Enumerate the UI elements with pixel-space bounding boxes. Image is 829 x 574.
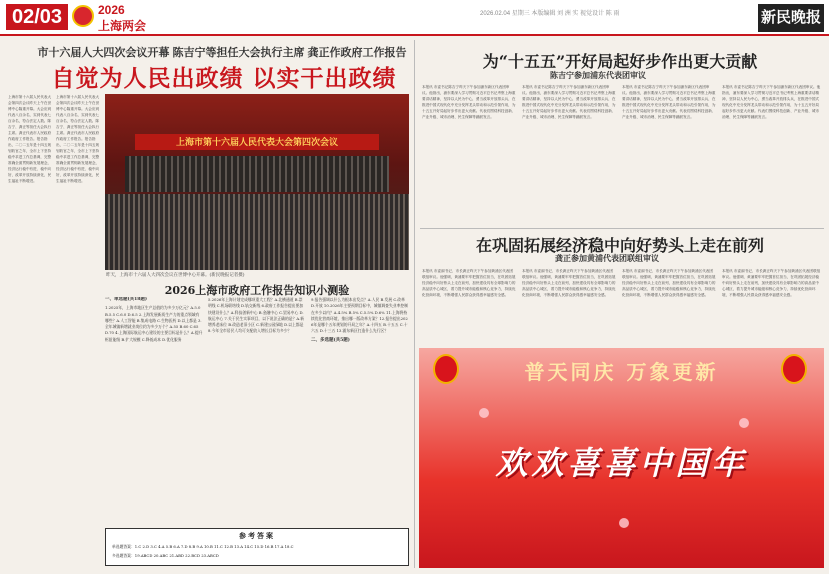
page-number: 02/03 xyxy=(6,4,68,30)
answer-row-single: 单选题答案：1.C 2.D 3.C 4.A 5.B 6.A 7.D 8.B 9.A 10.B 11.C 12.B 13.A 14.C 15.D 16.B 17.A 18.C xyxy=(112,544,294,549)
quiz-questions-3: 9.报告强调以什么为根本出发点？A.人民 B.发展 C.改革 D.开放 10.2026年主要预期目标中，城镇调查失业率控制在多少以内？A.4.5% B.5% C.5.5% D.6% 11.上海将持续优化营商环境，推出哪一版改革方案？12.报告提出2026年是哪个五年规划的开局之年？A.十四五 B.十五五 C.十六五 D.十三五 13.浦东新区打造什么先行区？ xyxy=(311,297,408,334)
section-rule xyxy=(420,228,824,229)
header-meta: 2026.02.04 星期三 本版编辑 刘 洲 实 视觉设计 陈 雨 xyxy=(480,11,620,17)
main-kicker: 市十六届人大四次会议开幕 陈吉宁等担任大会执行主席 龚正作政府工作报告 xyxy=(37,47,407,59)
article2-headline: 为“十五五”开好局起好步作出更大贡献 xyxy=(482,52,758,71)
emblem-icon xyxy=(72,5,94,27)
newspaper-logo: 新民晚报 xyxy=(758,4,824,32)
new-year-ad xyxy=(419,348,824,568)
article2-subhead: 陈吉宁参加浦东代表团审议 xyxy=(550,71,646,80)
lantern-icon xyxy=(433,354,459,384)
photo-banner: 上海市第十六届人民代表大会第四次会议 xyxy=(135,134,379,150)
blossom-icon xyxy=(739,418,749,428)
main-body-col2: 上海市第十六届人民代表大会第四次会议昨天上午在世博中心隆重开幕。大会应到代表八百余名，实到代表七百余名，符合法定人数。陈吉宁、龚正等担任大会执行主席。龚正代表市人民政府作政府工作报告。报告指出，二〇二五年是十四五规划收官之年，全市上下坚持稳中求进工作总基调，完整准确全面贯彻新发展理念，经济运行稳中有进、稳中向好，改革开放持续深化，民生福祉不断增进。 xyxy=(56,95,100,183)
article3-col1: 本报讯 市委副书记、市长龚正昨天下午参加黄浦区代表团联组审议。他强调，黄浦要牢牢把握首位担当，在巩固拓展经济稳中向好势头上走在前列，加快建设具有全球影响力的高品质中心城区，着力提升城市能级和核心竞争力，持续优化营商环境，不断增强人民群众获得感幸福感安全感。 xyxy=(422,269,516,297)
article3-col3: 本报讯 市委副书记、市长龚正昨天下午参加黄浦区代表团联组审议。他强调，黄浦要牢牢把握首位担当，在巩固拓展经济稳中向好势头上走在前列，加快建设具有全球影响力的高品质中心城区，着力提升城市能级和核心竞争力，持续优化营商环境，不断增强人民群众获得感幸福感安全感。 xyxy=(622,269,716,297)
lantern-icon xyxy=(781,354,807,384)
main-body-col1: 上海市第十六届人民代表大会第四次会议昨天上午在世博中心隆重开幕。大会应到代表八百余名，实到代表七百余名，符合法定人数。陈吉宁、龚正等担任大会执行主席。龚正代表市人民政府作政府工作报告。报告指出，二〇二五年是十四五规划收官之年，全市上下坚持稳中求进工作总基调，完整准确全面贯彻新发展理念，经济运行稳中有进、稳中向好，改革开放持续深化，民生福祉不断增进。 xyxy=(8,95,52,183)
quiz-questions-1: 1.2025年，上海市地区生产总值约为多少万亿元？A.5.0 B.5.5 C.6.0 D.6.5 2.上海发展新质生产力的重点领域有哪些？A.人工智能 B.集成电路 C.生物医药 D.以上都是 3.全年城镇新增就业岗位约为多少万个？A.55 B.60 C.65 D.70 4.上海国际航运中心建设的主要目标是什么？A.提升枢纽能级 B.扩大规模 C.降低成本 D.优化服务 xyxy=(105,305,203,342)
answer-row-multi: 多选题答案：19.ABCD 20.ABC 21.ABD 22.BCD 23.ABCD xyxy=(112,553,219,558)
quiz-title: 2026上海市政府工作报告知识小测验 xyxy=(164,284,350,297)
article2-col3: 本报讯 市委书记陈吉宁昨天下午参加浦东新区代表团审议。他指出，浦东要深入学习贯彻习近平总书记考察上海重要讲话精神，坚持以人民为中心，勇当改革开放排头兵，在推进中国式现代化中充分发挥龙头带动和示范引领作用，为十五五开好局起好步作出更大贡献。代表们围绕科技创新、产业升级、城市治理、民生保障等踊跃发言。 xyxy=(622,85,716,119)
column-divider xyxy=(414,40,415,568)
article2-col4: 本报讯 市委书记陈吉宁昨天下午参加浦东新区代表团审议。他指出，浦东要深入学习贯彻习近平总书记考察上海重要讲话精神，坚持以人民为中心，勇当改革开放排头兵，在推进中国式现代化中充分发挥龙头带动和示范引领作用，为十五五开好局起好步作出更大贡献。代表们围绕科技创新、产业升级、城市治理、民生保障等踊跃发言。 xyxy=(722,85,821,119)
quiz-col2 xyxy=(208,297,306,525)
header-year: 2026 xyxy=(98,3,125,17)
article2-col1: 本报讯 市委书记陈吉宁昨天下午参加浦东新区代表团审议。他指出，浦东要深入学习贯彻习近平总书记考察上海重要讲话精神，坚持以人民为中心，勇当改革开放排头兵，在推进中国式现代化中充分发挥龙头带动和示范引领作用，为十五五开好局起好步作出更大贡献。代表们围绕科技创新、产业升级、城市治理、民生保障等踊跃发言。 xyxy=(422,85,516,119)
blossom-icon xyxy=(479,408,489,418)
answer-title: 参考答案 xyxy=(239,533,275,540)
header-rule xyxy=(0,34,829,36)
quiz-questions-2: 5.2026年上海计划完成哪项重大工程？A.北横通道 B.崇明线 C.机场联络线 D.轨交新线 6.政府工作报告提出要加快建设什么？A.科技创新中心 B.金融中心 C.贸易中心 D.航运中心 7.关于民生实事项目，以下说法正确的是？A.新增养老床位 B.改造老旧小区 C.新建公园绿地 D.以上都是 8.今年全市居民人均可支配收入增长目标为多少？ xyxy=(208,297,305,334)
quiz-section-single: 一、单选题(共18题) xyxy=(105,297,148,302)
answer-box xyxy=(105,528,409,566)
congress-photo xyxy=(105,94,409,270)
ad-main-text: 欢欢喜喜中国年 xyxy=(495,444,748,482)
article3-headline: 在巩固拓展经济稳中向好势头上走在前列 xyxy=(475,236,764,255)
quiz-section-multi: 二、多选题(共5题) xyxy=(311,337,350,343)
ad-slogan: 普天同庆 万象更新 xyxy=(524,360,719,384)
photo-presidium xyxy=(125,156,389,192)
article3-col2: 本报讯 市委副书记、市长龚正昨天下午参加黄浦区代表团联组审议。他强调，黄浦要牢牢把握首位担当，在巩固拓展经济稳中向好势头上走在前列，加快建设具有全球影响力的高品质中心城区，着力提升城市能级和核心竞争力，持续优化营商环境，不断增强人民群众获得感幸福感安全感。 xyxy=(522,269,616,297)
quiz-col3 xyxy=(311,297,409,525)
photo-caption: 昨天，上海市十六届人大四次会议在世博中心开幕。(新民晚报记者摄) xyxy=(106,273,245,278)
article2-col2: 本报讯 市委书记陈吉宁昨天下午参加浦东新区代表团审议。他指出，浦东要深入学习贯彻习近平总书记考察上海重要讲话精神，坚持以人民为中心，勇当改革开放排头兵，在推进中国式现代化中充分发挥龙头带动和示范引领作用，为十五五开好局起好步作出更大贡献。代表们围绕科技创新、产业升级、城市治理、民生保障等踊跃发言。 xyxy=(522,85,616,119)
article3-subhead: 龚正参加黄浦代表团联组审议 xyxy=(555,254,659,263)
quiz-col1 xyxy=(105,297,203,525)
blossom-icon xyxy=(619,518,629,528)
photo-audience xyxy=(105,194,409,270)
quiz-body xyxy=(105,297,409,525)
header-section: 上海两会 xyxy=(98,19,147,33)
main-headline: 自觉为人民出政绩 以实干出政绩 xyxy=(51,65,397,92)
article3-col4: 本报讯 市委副书记、市长龚正昨天下午参加黄浦区代表团联组审议。他强调，黄浦要牢牢把握首位担当，在巩固拓展经济稳中向好势头上走在前列，加快建设具有全球影响力的高品质中心城区，着力提升城市能级和核心竞争力，持续优化营商环境，不断增强人民群众获得感幸福感安全感。 xyxy=(722,269,821,297)
